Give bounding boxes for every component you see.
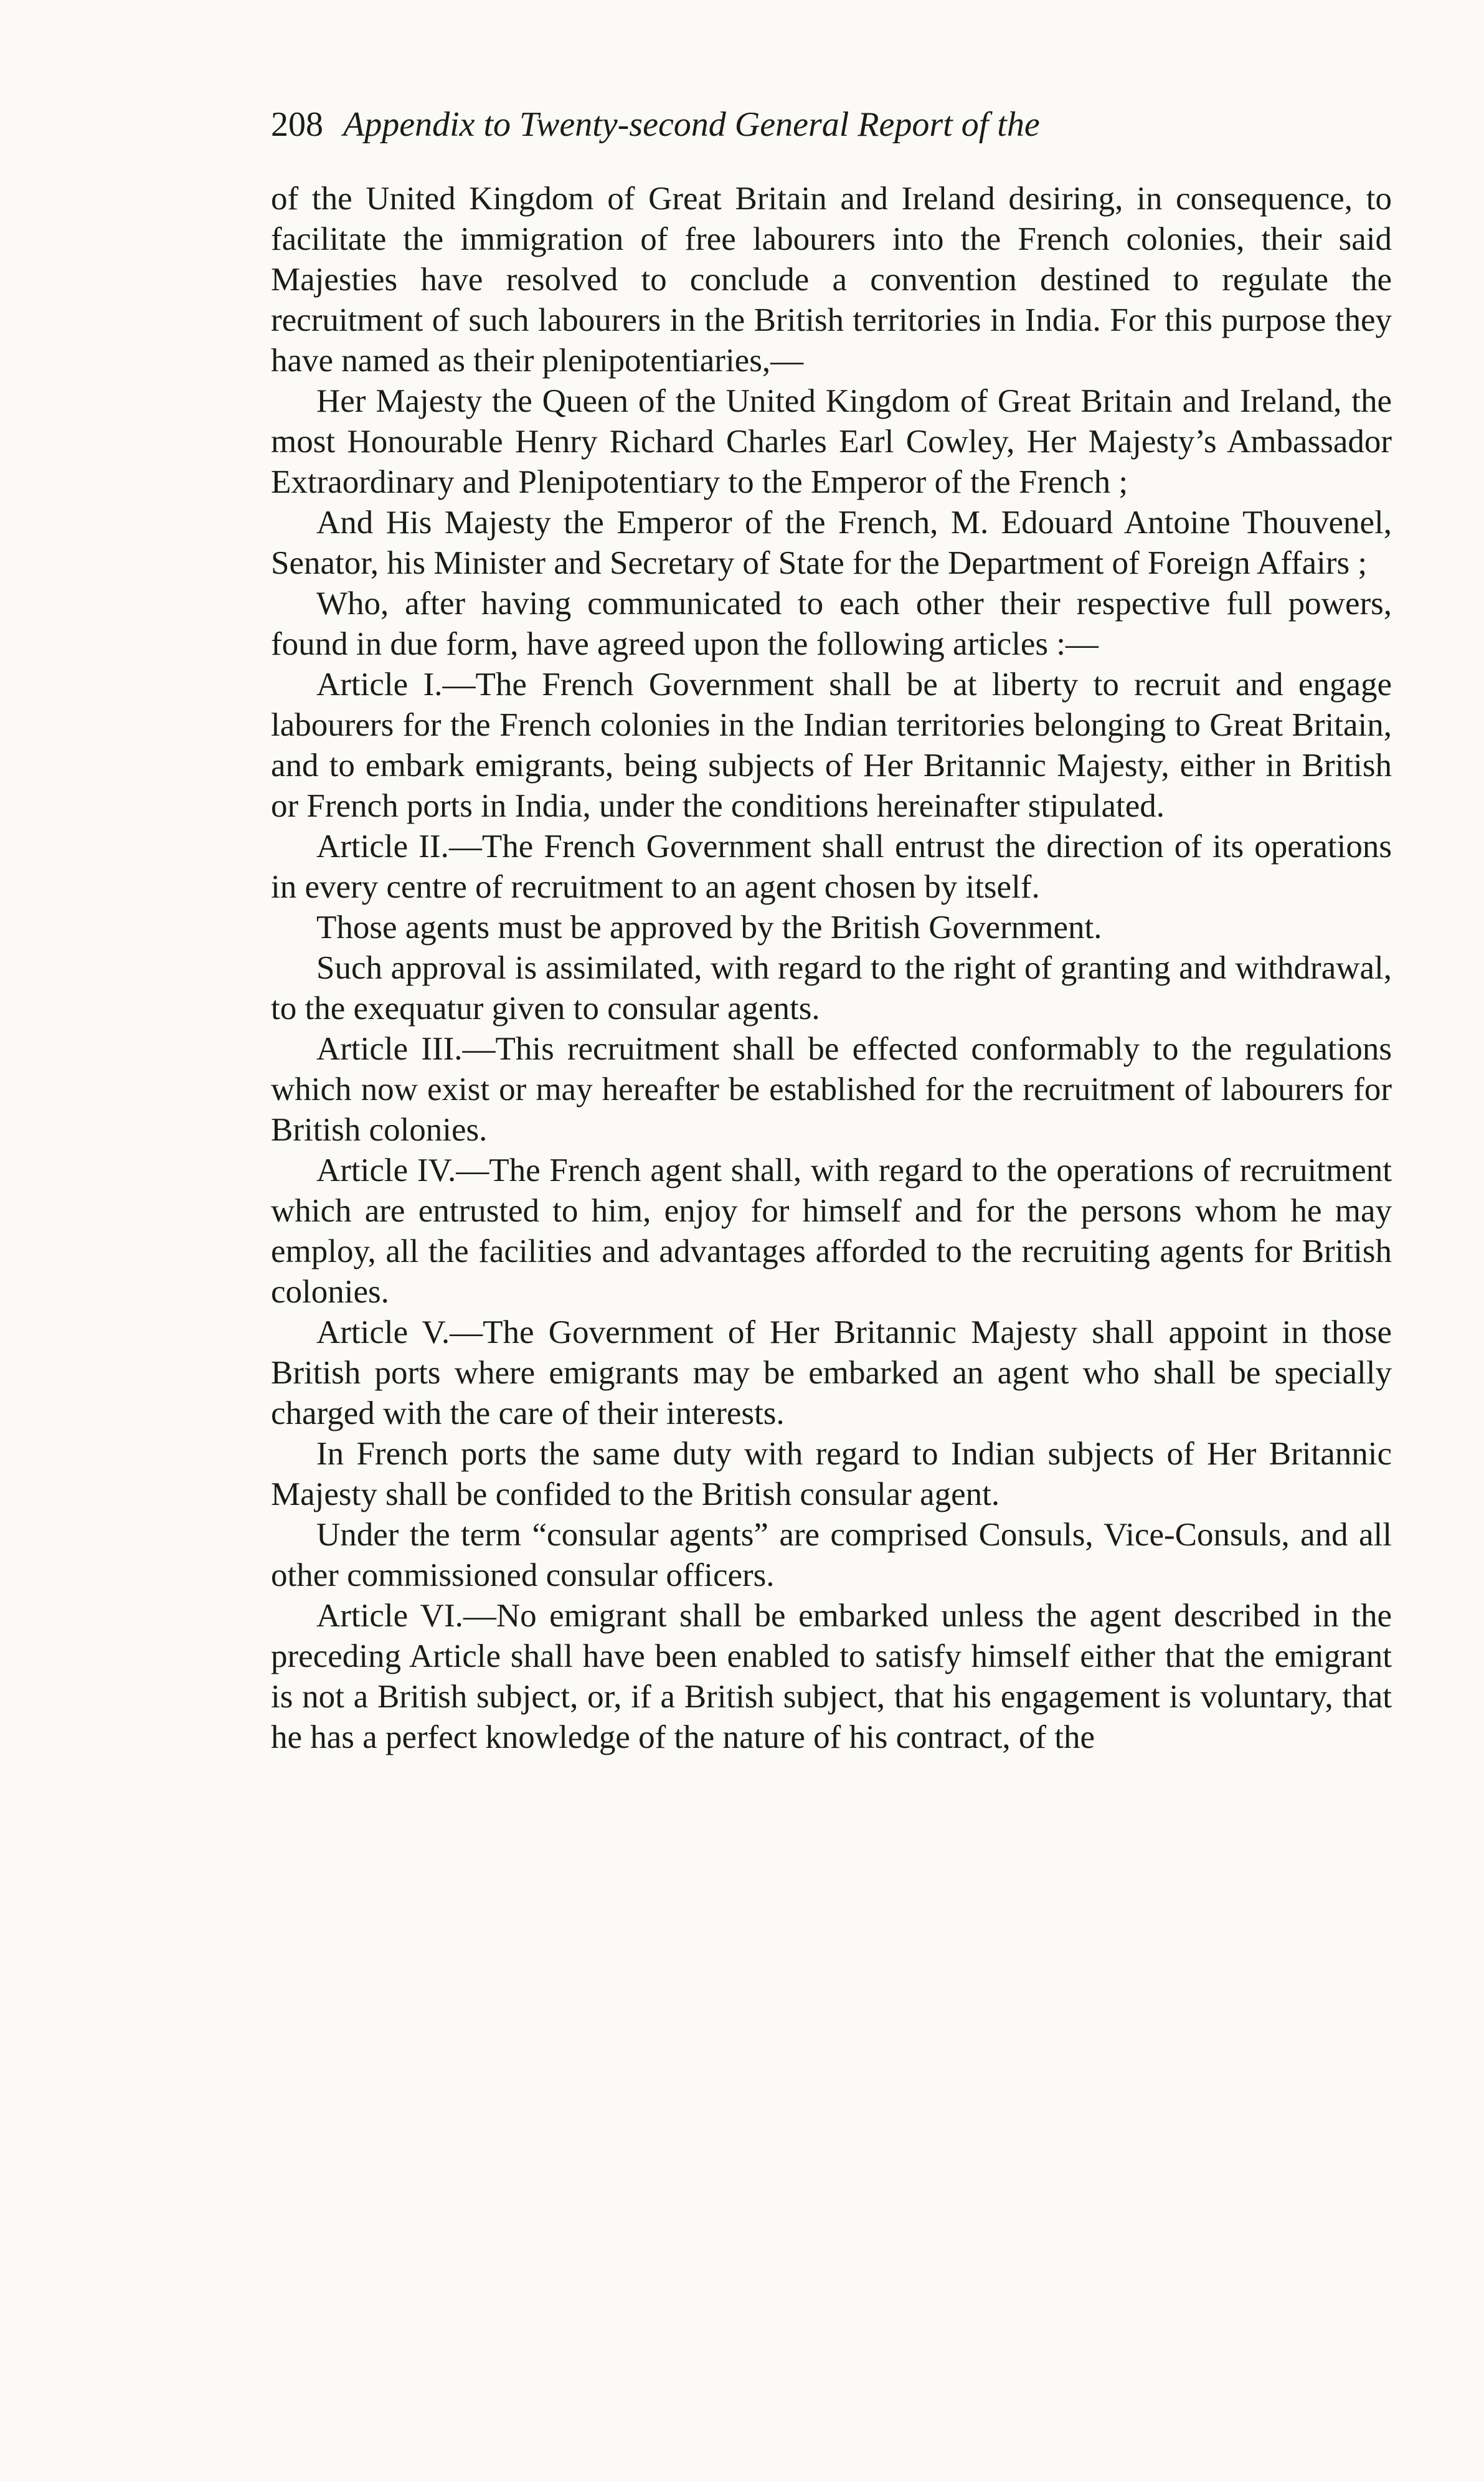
paragraph-article-4: Article IV.—The French agent shall, with regard to the operations of recruitment which are entrusted to him, enjoy for himself and for the persons whom he may employ, all the facilities and advantages afforded to the recruiting agents for British colonies. bbox=[271, 1152, 1392, 1310]
running-header bbox=[271, 103, 1392, 146]
paragraph-continuation: of the United Kingdom of Great Britain and Ireland desiring, in consequence, to facilitate the immigration of free labourers into the French colonies, their said Majesties have resolved to conclude a convention destined to regulate the recruitment of such labourers in the British territories in India. For this purpose they have named as their plenipotentiaries,— bbox=[271, 181, 1392, 379]
paragraph-article-3: Article III.—This recruitment shall be effected conformably to the regulations which now exist or may hereafter be established for the recruitment of labourers for British colonies. bbox=[271, 1031, 1392, 1148]
document-page bbox=[271, 103, 1392, 1758]
paragraph-article-1: Article I.—The French Government shall be at liberty to recruit and engage labourers for the French colonies in the Indian territories belonging to Great Britain, and to embark emigrants, being subjects of Her Britannic Majesty, either in British or French ports in India, under the conditions hereinafter stipulated. bbox=[271, 667, 1392, 824]
paragraph-french-plenipotentiary: And His Majesty the Emperor of the French, M. Edouard Antoine Thouvenel, Senator, his Minister and Secretary of State for the Department of Foreign Affairs ; bbox=[271, 505, 1392, 581]
paragraph-agents-approval: Those agents must be approved by the British Government. bbox=[316, 909, 1102, 946]
paragraph-exequatur: Such approval is assimilated, with regard to the right of granting and withdrawal, to the exequatur given to consular agents. bbox=[271, 950, 1392, 1027]
paragraph-french-ports: In French ports the same duty with regard to Indian subjects of Her Britannic Majesty shall be confided to the British consular agent. bbox=[271, 1436, 1392, 1512]
paragraph-british-plenipotentiary: Her Majesty the Queen of the United Kingdom of Great Britain and Ireland, the most Honourable Henry Richard Charles Earl Cowley, Her Majesty’s Ambassador Extraordinary and Plenipotentiary to the Emperor of the French ; bbox=[271, 383, 1392, 500]
paragraph-article-2: Article II.—The French Government shall entrust the direction of its operations in every centre of recruitment to an agent chosen by itself. bbox=[271, 828, 1392, 905]
paragraph-full-powers: Who, after having communicated to each other their respective full powers, found in due form, have agreed upon the following articles :— bbox=[271, 586, 1392, 662]
page-number: 208 bbox=[271, 105, 323, 144]
body-text bbox=[271, 179, 1392, 1758]
paragraph-article-6: Article VI.—No emigrant shall be embarked unless the agent described in the preceding Article shall have been enabled to satisfy himself either that the emigrant is not a British subject, or, if a British subject, that his engagement is voluntary, that he has a perfect knowledge of the nature of his contract, of the bbox=[271, 1598, 1392, 1755]
paragraph-consular-agents: Under the term “consular agents” are comprised Consuls, Vice-Consuls, and all other commissioned consular officers. bbox=[271, 1517, 1392, 1593]
running-title: Appendix to Twenty-second General Report of the bbox=[343, 105, 1040, 144]
paragraph-article-5: Article V.—The Government of Her Britannic Majesty shall appoint in those British ports where emigrants may be embarked an agent who shall be specially charged with the care of their interests. bbox=[271, 1314, 1392, 1431]
